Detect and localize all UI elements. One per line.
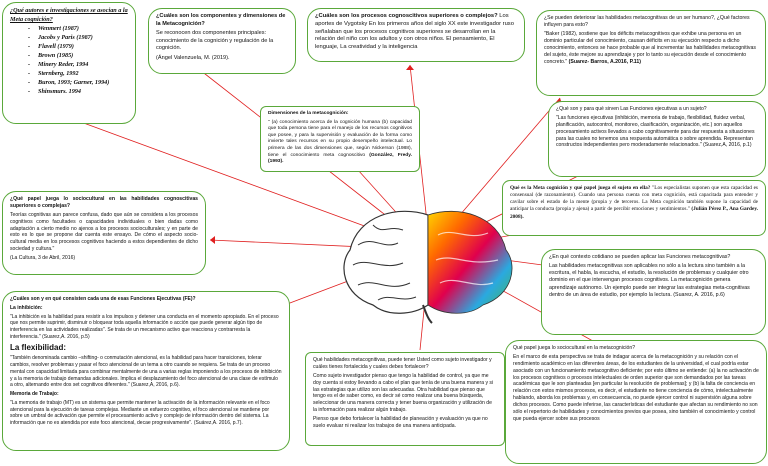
components-cite: (Ángel Valenzuela, M. (2019). [156,54,230,61]
sociocultural-metacognition-box [505,340,767,464]
metadef-cite: (Julián Pérez P., Ana Gardey. 2008). [510,206,759,220]
sociometa-body: En el marco de esta perspectiva se trata de indagar acerca de la metacognición y su relación con el rendimiento académico en las diferentes áreas, de los estudiantes de la universidad, el cual podría estar asociado con un funcionamiento metacognitivo deficiente; por esto último se entiende: (a) la no activación de los procesos cognitivos o procesos intelectuales de orden superior que son demandados por las tareas académicas que le son planteadas [en particular la resolución de problemas]; y (b) la falta de conciencia en relación con estos mismos procesos, es decir, el estudiante no tiene conciencia de cómo, intelectualmente hablando, aborda los problemas y, en consecuencia, no puede ejercer control ni supervisión alguna sobre dichos procesos. Como puede inferirse, las características del estudiante que afectan su rendimiento no son sólo el repertorio de habilidades y conocimientos previos que posea, sino también el conocimiento y control que pueda ejercer sobre sus procesos [513,353,759,422]
metadef-body: "Los especialistas suponen que esta capacidad es consensual (de razonamiento). Cuando una persona cuenta con meta cognición, está capacitada para entender y cavilar sobre el estado de la mente (propia y de terceros. La Meta cognición también supone la capacidad de anticipar la conducta (propia y ajena) a partir de percibir emociones y sentimientos." [510,185,758,213]
skills-question: Qué habilidades metacognitivas, puede tener Usted como sujeto investigador y cuáles tienes fortalecida y cuales debes fortalecer? [313,357,492,370]
dimensions-cite: (González, Fredy. (1993). [268,152,413,165]
components-box [148,8,296,74]
authors-title: ¿Qué autores e investigaciones se asocian a la Meta cognición? [10,7,128,23]
executive-cite: (Suarez,A, 2016, p.1) [703,142,752,149]
sociocultural-cite: (La Cultura, 3 de Abril, 2016) [10,255,76,261]
working-memory-subtitle: Memoria de Trabajo: [10,391,59,398]
skills-improve: Pienso que debo fortalecer la habilidad de planeación y evaluación ya que no suelo evaluar ni realizar los trabajos de una manera anticipada. [313,416,488,429]
working-memory-body: "La memoria de trabajo (MT) es un sistema que permite mantener la activación de la información relevante en el foco atencional para la ejecución de tareas complejas. Mediante un esfuerzo cognitivo, el foco atencional se mantiene por sobre un umbral de activación que permite el procesamiento activo y complejo de información dentro del sistema. La información que no es atendida por este foco atencional, decae progresivamente". [10,399,270,427]
executive-functions-detail-box [2,291,290,451]
deterioration-body: "Baker (1982), sostiene que los déficits metacognitivos que exhibe una persona en un dominio particular del conocimiento, causan déficits en su ejecución respecto a dicho conocimiento, entonces se hace probable que al incrementar las habilidades metacognitivas del sujeto, éste mejore su aprendizaje y por lo tanto su ejecución desde el conocimiento concreto." [544,31,756,66]
dimensions-body: " (a) conocimiento acerca de la cognición humana (b) capacidad que toda persona tiene para el manejo de los recursos cognitivos que posee, y para la supervisión y evaluación de la forma como invierte tales recursos en su propio desempeño intelectual. Lo primera de las dos dimensiones que, según Nickerson (1988), tiene el conocimiento meta cognoscitivo [268,119,412,158]
list-item: - Flavell (1979) [38,43,128,52]
sociocultural-body: Teorías cognitivas aun parece confusa, dado que aún se considera a los procesos cognitivos como facultades o capacidades individuales o bien dadas como adaptación a cierto medio no ajenos a los procesos socioculturales; y en parte de esto es lo que se propone dar cuenta este ensayo. De cómo el aspecto socio-cultural media en los procesos cognitivos haciendo a estos dependientes de dicho sociedad y cultura." [10,211,198,253]
sociometa-title: Qué papel juega lo sociocultural en la metacognición? [513,345,636,351]
authors-box [2,2,136,124]
skills-answer: Como sujeto investigador pienso que tengo la habilidad de control, ya que me doy cuenta si estoy llevando a cabo el plan que tenía de una buena manera y si las estrategias que utilizo son las adecuadas. Otra habilidad que pienso que tengo es el de saber como, es decir sé como realizar una buena búsqueda, seleccionar de una manera correcta y tener buena organización y utilización de la información para realizar algún trabajo. [313,372,494,414]
executive-functions-box [548,101,766,177]
list-item: - Jacobs y Paris (1987) [38,34,128,43]
components-body: Se reconocen dos componentes principales: conocimiento de la cognición y regulación de la cognición. [156,30,274,52]
metadef-title: Qué es la Meta cognición y qué papel juega el sujeto en ella? [510,185,651,191]
list-item: - Wenmert (1987) [38,25,128,34]
list-item: - Brown (1985) [38,52,128,61]
list-item: - Shinsmurs. 1994 [38,88,128,97]
components-title: ¿Cuáles son los componentes y dimensiones de la Metacognición? [156,13,286,27]
daily-body: Las habilidades metacognitivas son aplicables no sólo a la lectura sino también a la escritura, el habla, la escucha, el estudio, la resolución de problemas y cualquier otro dominio en el que intervengan procesos cognitivos. La metacognición genera aprendizaje autónomo. Un ejemplo puede ser integrar las estrategias meta-cognitivas dentro de un área de estudio, por ejemplo la lectura. [549,263,750,298]
flexibility-body: "También denominada cambio –shifting- o conmutación atencional, es la habilidad para hacer transiciones, tolerar cambios, resolver problemas y pasar el foco atencional de un tema a otro cuando se requiera. Se trata de un proceso mental con capacidad limitada para combinar mentalmente de una a varias reglas imponiendo a los procesos de inhibición y a la memoria de trabajo demandas adicionales. Implica el desplazamiento del foco atencional de una clase de estímulo a otro, alternando entre dos set cognitivos diferentes." [10,355,282,389]
deterioration-cite: (Suarez- Barros, A.2016, P.11) [568,59,642,66]
daily-title: ¿En qué contexto cotidiano se pueden aplicar las Funciones metacognitivas? [549,254,731,260]
brain-illustration [328,205,528,325]
sociocultural-title: ¿Qué papel juega lo sociocultural en las habilidades cognoscitivas superiores o complejas? [10,196,198,209]
executive-body: "Las funciones ejecutivas (inhibición, memoria de trabajo, flexibilidad, fluidez verbal, planificación, autocontrol, monitoreo, clasificación, organización, etc.) son aquellos procesamiento activos llevados a cabo cognitivamente para dar respuesta a situaciones para las cuales no tenemos una respuesta automática o sobre aprendida. Representan constructos independientes pero moderadamente relacionados." [556,114,755,149]
processes-box [307,8,525,62]
list-item: - Buron, 1993; Garner, 1994) [38,79,128,88]
skills-box [305,352,505,446]
dimensions-title: Dimensiones de la metacognición: [268,111,349,116]
processes-title: ¿Cuáles son los procesos cognoscitivos superiores o complejos? [315,13,498,19]
sociocultural-box [2,191,206,275]
processes-body: Los aportes de Vygotsky En los primeros años del siglo XX este investigador ruso señalaban que los procesos cognitivos superiores se desarrollan en la relación del niño con los adultos y con otros niños. El pensamiento, El lenguaje, La creatividad y la inteligencia [315,13,514,51]
daily-context-box [541,249,766,335]
list-item: - Minery Reder, 1994 [38,61,128,70]
executive-title: ¿Qué son y para qué sirven Las Funciones ejecutivas a un sujeto? [556,106,707,112]
daily-cite: (Suarez, A. 2016, p.6) [673,291,725,298]
dimensions-box [260,106,420,172]
working-memory-cite: (Suárez,A. 2016, p.7). [193,420,243,427]
flexibility-cite: (Suarez,A, 2016, p.6). [131,382,180,389]
inhibition-cite: (Suarez,A. 2016, p.5) [42,333,90,340]
inhibition-body: "La inhibición es la habilidad para resistir a los impulsos y detener una conducta en el momento apropiado. En el proceso que nos permite suprimir, disminuir o bloquear toda aquella información o acción que puede generar algún tipo de interferencia en las actividades realizadas". Se trata de un mecanismo activo que reacciona y contrarresta la interferencia." [10,313,279,340]
flexibility-subtitle: La flexibilidad: [10,342,67,352]
metacognition-definition-box [502,180,766,236]
inhibition-subtitle: La inhibición: [10,304,43,311]
inhibition-title: ¿Cuáles son y en qué consisten cada una de esas Funciones Ejecutivas (FE)? [10,296,196,302]
list-item: - Sternberg, 1992 [38,70,128,79]
deterioration-box [536,10,766,96]
deterioration-title: ¿Se pueden deteriorar las habilidades metacognitivas de un ser humano?, ¿Qué factores influyen para esto? [544,15,750,29]
authors-list [10,25,128,97]
